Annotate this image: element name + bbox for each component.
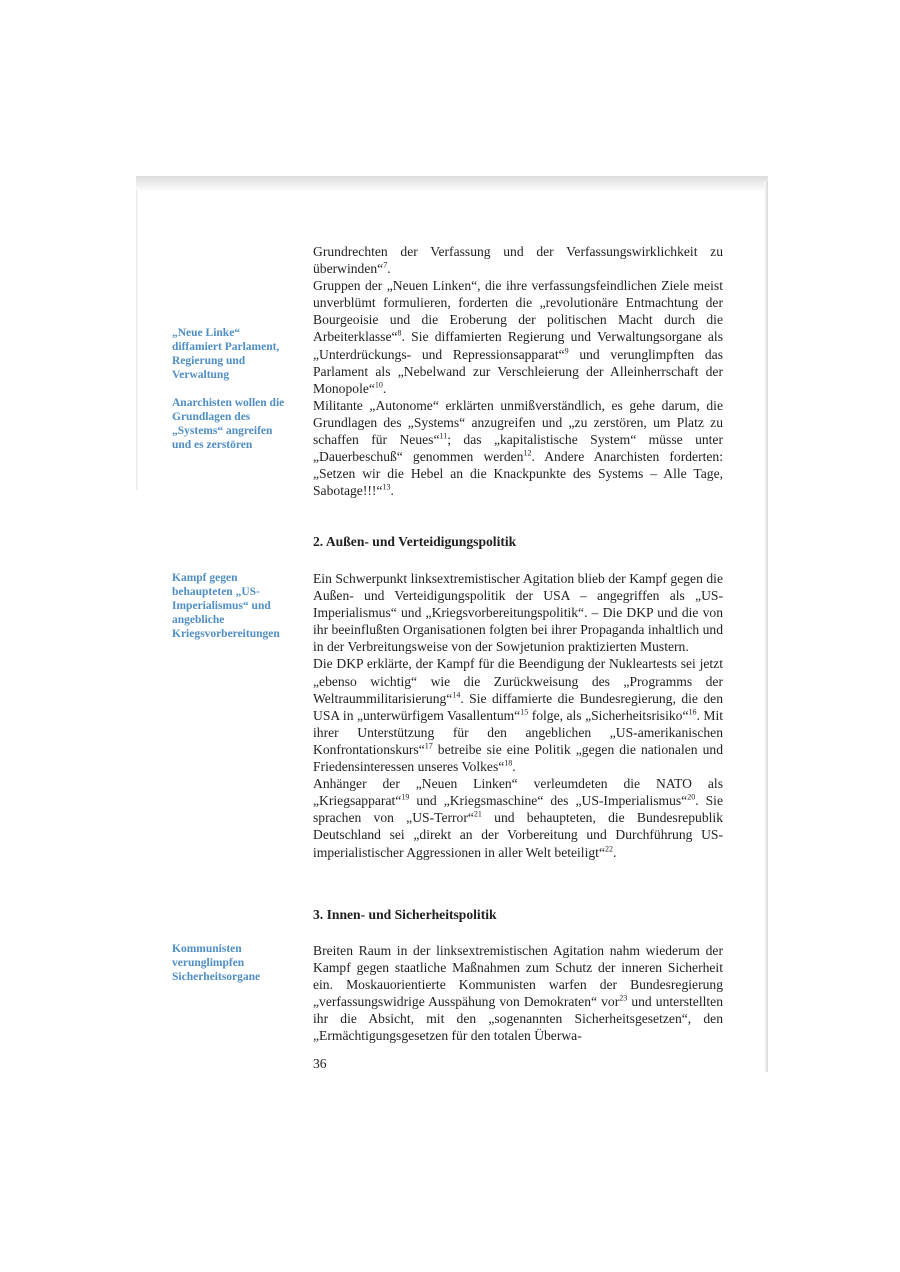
text-run: . Mit ihrer Unterstützung für den angeblichen „US-amerikanischen Konfrontationskurs“ <box>313 707 724 757</box>
footnote-ref: 15 <box>520 707 529 717</box>
section1-body <box>313 243 723 499</box>
paragraph <box>313 655 723 775</box>
page-top-shadow <box>136 176 768 192</box>
footnote-ref: 11 <box>439 431 448 441</box>
section3-body <box>313 942 723 1045</box>
text-run: und „Kriegsmaschine“ des „US-Imperialismus“ <box>409 793 688 809</box>
paragraph <box>313 397 723 500</box>
text-run: . Andere Anarchisten forderten: „Setzen wir die Hebel an die Knackpunkte des Systems – Alle Tage, Sabotage!!!“ <box>313 449 723 499</box>
text-run: Grundrechten der Verfassung und der Verfassungswirklichkeit zu überwinden“ <box>313 244 723 277</box>
section2-body <box>313 570 723 861</box>
text-run: . Sie diffamierten Regierung und Verwaltungsorgane als „Unterdrückungs- und Repressionsapparat“ <box>313 329 723 362</box>
footnote-ref: 13 <box>382 482 391 492</box>
text-run: . Sie sprachen von „US-Terror“ <box>313 793 723 826</box>
footnote-ref: 9 <box>564 346 569 356</box>
footnote-ref: 22 <box>604 843 613 853</box>
footnote-ref: 12 <box>523 448 532 458</box>
page-left-edge <box>136 190 138 490</box>
footnote-ref: 14 <box>452 690 461 700</box>
margin-note-kommunisten: Kommunisten verunglimpfen Sicherheitsorgane <box>172 943 261 983</box>
margin-note-us-imperialismus: Kampf gegen behaupteten „US-Imperialismus“ und angebliche Kriegsvorbereitungen <box>172 572 280 640</box>
text-run: Militante „Autonome“ erklärten unmißverständlich, es gehe darum, die Grundlagen des „Systems“ anzugreifen und „zu zerstören, um Platz zu schaffen für Neues“ <box>313 397 723 448</box>
text-run: Ein Schwerpunkt linksextremistischer Agitation blieb der Kampf gegen die Außen- und Verteidigungspolitik der USA – angegriffen als „US-Imperialismus“ und „Kriegsvorbereitungspolitik“. – Die DKP und die von ihr beeinflußten Organisationen folgten bei ihrer Propaganda inhaltlich und in der Verbreitungsweise von der Sowjetunion praktizierten Mustern. <box>313 571 723 655</box>
margin-note-neue-linke: „Neue Linke“ diffamiert Parlament, Regierung und Verwaltung <box>172 327 280 381</box>
text-run: betreibe sie eine Politik „gegen die nationalen und Friedensinteressen unseres Volkes“ <box>313 741 723 775</box>
page-right-edge <box>764 182 768 1072</box>
footnote-ref: 8 <box>397 328 402 338</box>
paragraph <box>313 942 723 1045</box>
text-run: folge, als „Sicherheitsrisiko“ <box>528 707 689 723</box>
section-heading: 3. Innen- und Sicherheitspolitik <box>313 907 497 922</box>
text-run: . <box>512 759 516 775</box>
text-run: und verunglimpften das Parlament als „Nebelwand zur Verschleierung der Alleinherrschaft der Monopole“ <box>313 346 724 396</box>
text-run: . <box>612 844 617 860</box>
text-run: Gruppen der „Neuen Linken“, die ihre verfassungsfeindlichen Ziele meist unverblümt formulieren, forderten die „revolutionäre Entmachtung der Bourgeoisie und die Eroberung der politischen Macht durch die Arbeiterklasse“ <box>313 278 723 345</box>
paragraph <box>313 243 723 277</box>
text-run: . Sie diffamierte die Bundesregierung, die den USA in „unterwürfigem Vasallentum“ <box>313 690 723 723</box>
text-run: und unterstellten ihr die Absicht, mit den „sogenannten Sicherheitsgesetzen“, den „Ermächtigungsgesetzen für den totalen Überwa- <box>313 994 723 1044</box>
paragraph <box>313 775 723 860</box>
footnote-ref: 7 <box>383 260 388 270</box>
footnote-ref: 18 <box>504 758 513 768</box>
text-run: und behaupteten, die Bundesrepublik Deutschland sei „direkt an der Vorbereitung und Durchführung US-imperialistischer Aggressionen in aller Welt beteiligt“ <box>313 810 723 860</box>
text-run: Die DKP erklärte, der Kampf für die Beendigung der Nukleartests sei jetzt „ebenso wichtig“ wie die Zurückweisung des „Programms der Weltraummilitarisierung“ <box>313 656 723 706</box>
footnote-ref: 17 <box>424 741 433 751</box>
footnote-ref: 23 <box>619 993 628 1003</box>
text-run: Anhänger der „Neuen Linken“ verleumdeten die NATO als „Kriegsapparat“ <box>313 776 723 809</box>
footnote-ref: 20 <box>687 792 696 802</box>
margin-note-anarchisten: Anarchisten wollen die Grundlagen des „Systems“ angreifen und es zerstören <box>172 397 285 451</box>
section-heading: 2. Außen- und Verteidigungspolitik <box>313 534 517 549</box>
footnote-ref: 19 <box>401 792 410 802</box>
text-run: . <box>390 483 394 499</box>
paragraph <box>313 570 723 655</box>
footnote-ref: 21 <box>473 809 482 819</box>
text-run: . <box>382 380 387 396</box>
text-run: ; das „kapitalistische System“ müsse unter „Dauerbeschuß“ genommen werden <box>313 432 723 465</box>
footnote-ref: 10 <box>374 380 383 390</box>
footnote-ref: 16 <box>688 707 697 717</box>
text-run: . <box>387 261 391 277</box>
text-run: Breiten Raum in der linksextremistischen Agitation nahm wiederum der Kampf gegen staatliche Maßnahmen zum Schutz der inneren Sicherheit ein. Moskauorientierte Kommunisten warfen der Bundesregierung „verfassungswidrige Ausspähung von Demokraten“ vor <box>313 943 723 1010</box>
paragraph <box>313 277 723 397</box>
page-number: 36 <box>313 1056 327 1071</box>
